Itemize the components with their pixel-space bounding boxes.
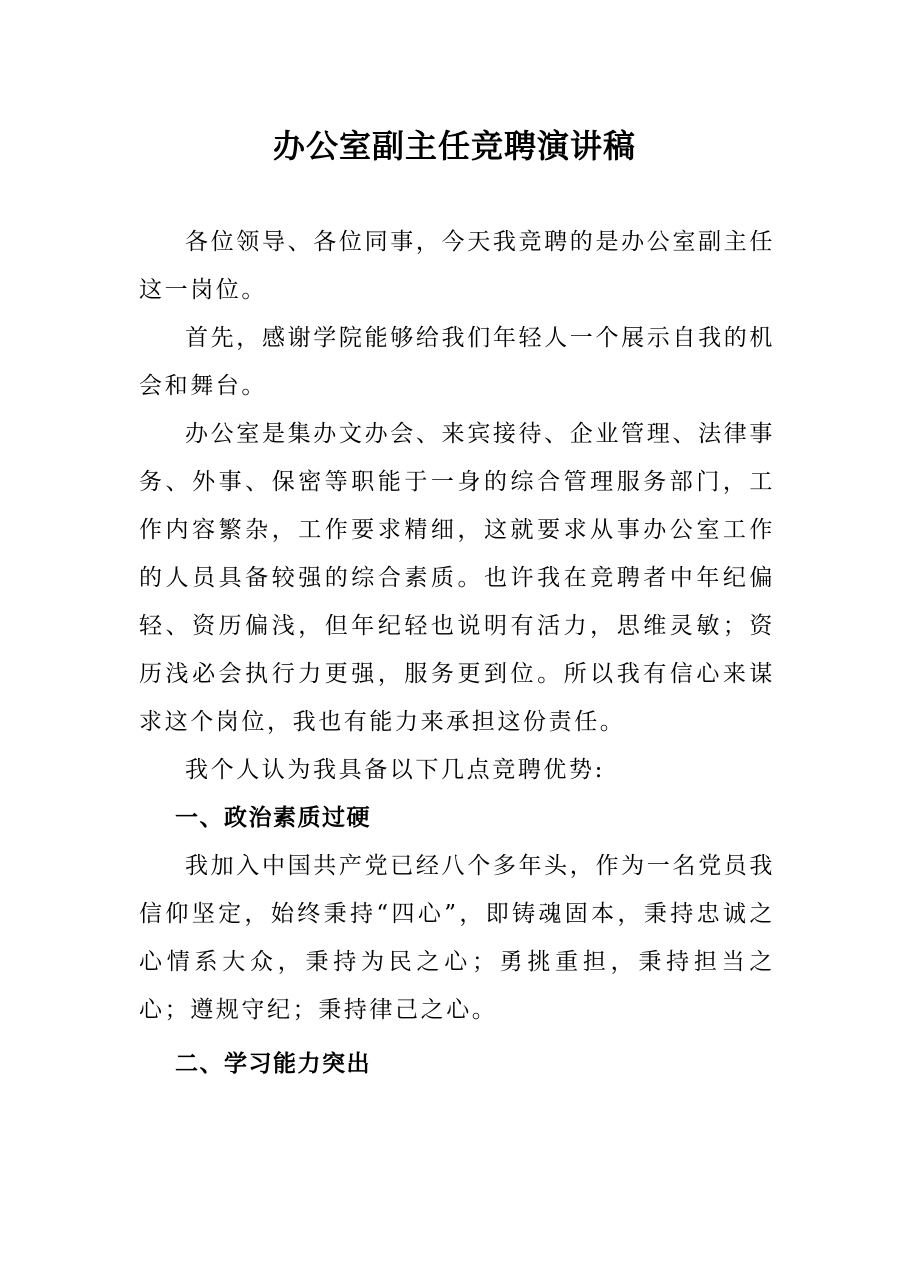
section-heading-political: 一、政治素质过硬 — [175, 805, 371, 831]
paragraph-advantages-intro: 我个人认为我具备以下几点竞聘优势: — [185, 757, 605, 783]
document-body — [139, 218, 775, 1088]
document-title: 办公室副主任竞聘演讲稿 — [272, 127, 636, 165]
section-heading-learning: 二、学习能力突出 — [175, 1051, 371, 1077]
paragraph-office-description: 办公室是集办文办会、来宾接待、企业管理、法律事务、外事、保密等职能于一身的综合管理服务部门，工作内容繁杂，工作要求精细，这就要求从事办公室工作的人员具备较强的综合素质。也许我在竞聘者中年纪偏轻、资历偏浅，但年纪轻也说明有活力，思维灵敏；资历浅必会执行力更强，服务更到位。所以我有信心来谋求这个岗位，我也有能力来承担这份责任。 — [139, 421, 775, 735]
paragraph-greeting: 各位领导、各位同事，今天我竞聘的是办公室副主任这一岗位。 — [139, 229, 775, 303]
paragraph-thanks: 首先，感谢学院能够给我们年轻人一个展示自我的机会和舞台。 — [139, 325, 775, 399]
paragraph-political-quality: 我加入中国共产党已经八个多年头，作为一名党员我信仰坚定，始终秉持“四心”，即铸魂固本，秉持忠诚之心情系大众，秉持为民之心；勇挑重担，秉持担当之心；遵规守纪；秉持律己之心。 — [139, 853, 775, 1023]
